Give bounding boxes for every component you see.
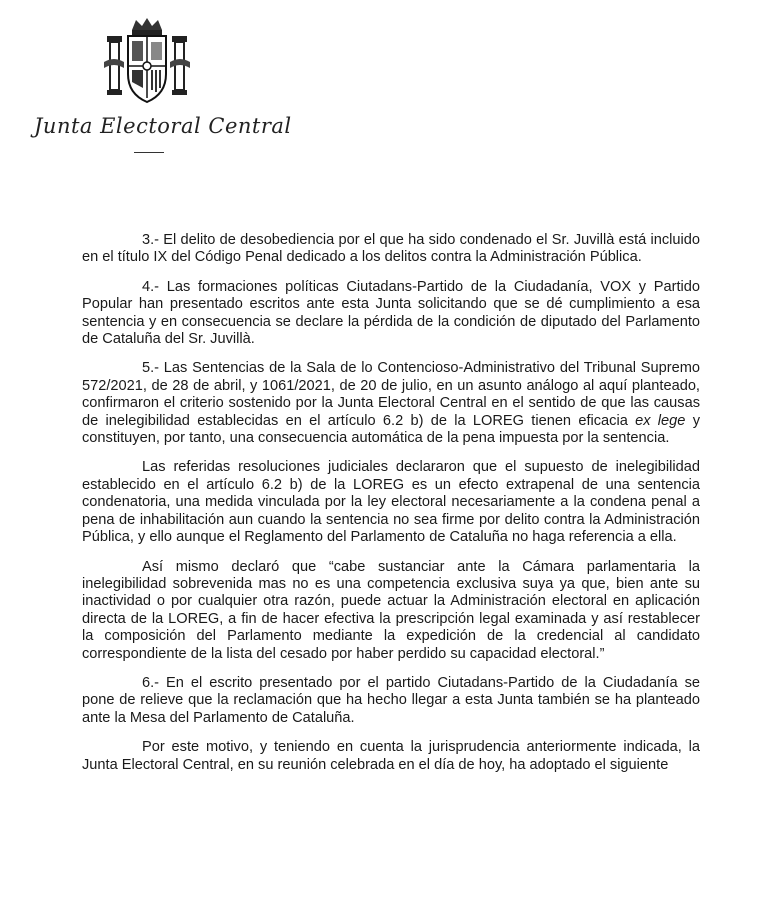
paragraph-7: Por este motivo, y teniendo en cuenta la jurisprudencia anteriormente indicada, la Junta Electoral Central, en su reunión celebrada en el día de hoy, ha adoptado el siguiente	[82, 739, 700, 773]
document-body	[82, 232, 700, 786]
paragraph-4: 4.- Las formaciones políticas Ciutadans-Partido de la Ciudadanía, VOX y Partido Popular han presentado escritos ante esta Junta solicitando que se dé cumplimiento a esa sentencia y en consecuencia se declare la pérdida de la condición de diputado del Parlamento de Cataluña del Sr. Juvillà.	[82, 278, 700, 348]
paragraph-5	[82, 360, 700, 447]
paragraph-5c: Así mismo declaró que “cabe sustanciar ante la Cámara parlamentaria la inelegibilidad sobrevenida mas no es una competencia exclusiva suya ya que, bien ante su inactividad o por cualquier otra razón, puede actuar la Administración electoral en aplicación directa de la LOREG, a fin de hacer efectiva la prescripción legal examinada y así restablecer la composición del Parlamento mediante la expedición de la credencial al candidato correspondiente de la lista del cesado por haber perdido su capacidad electoral.”	[82, 558, 700, 662]
paragraph-5-text-a: 5.- Las Sentencias de la Sala de lo Contencioso-Administrativo del Tribunal Supremo 572/2021, de 28 de abril, y 1061/2021, de 20 de julio, en un asunto análogo al aquí planteado, confirmaron el criterio sostenido por la Junta Electoral Central en el sentido de que las causas de inelegibilidad establecidas en el artículo 6.2 b) de la LOREG tienen eficacia	[82, 360, 700, 429]
paragraph-5b: Las referidas resoluciones judiciales declararon que el supuesto de inelegibilidad establecido en el artículo 6.2 b) de la LOREG es un efecto extrapenal de una sentencia condenatoria, una medida vinculada por la ley electoral necesariamente a la condena penal a pena de inhabilitación aun cuando la sentencia no sea firme por delito contra la Administración Pública, y ello aunque el Reglamento del Parlamento de Cataluña no haga referencia a ella.	[82, 459, 700, 546]
paragraph-5-text-b: y constituyen, por tanto, una consecuencia automática de la pena impuesta por la sentencia.	[82, 412, 700, 447]
organization-name: Junta Electoral Central	[34, 114, 292, 138]
coat-of-arms-icon	[102, 16, 192, 108]
letterhead	[20, 10, 292, 160]
paragraph-3: 3.- El delito de desobediencia por el que ha sido condenado el Sr. Juvillà está incluido en el título IX del Código Penal dedicado a los delitos contra la Administración Pública.	[82, 232, 700, 266]
header-divider	[134, 152, 164, 153]
paragraph-5-italic: ex lege	[635, 412, 686, 429]
paragraph-6: 6.- En el escrito presentado por el partido Ciutadans-Partido de la Ciudadanía se pone de relieve que la reclamación que ha hecho llegar a esta Junta también se ha planteado ante la Mesa del Parlamento de Cataluña.	[82, 674, 700, 726]
